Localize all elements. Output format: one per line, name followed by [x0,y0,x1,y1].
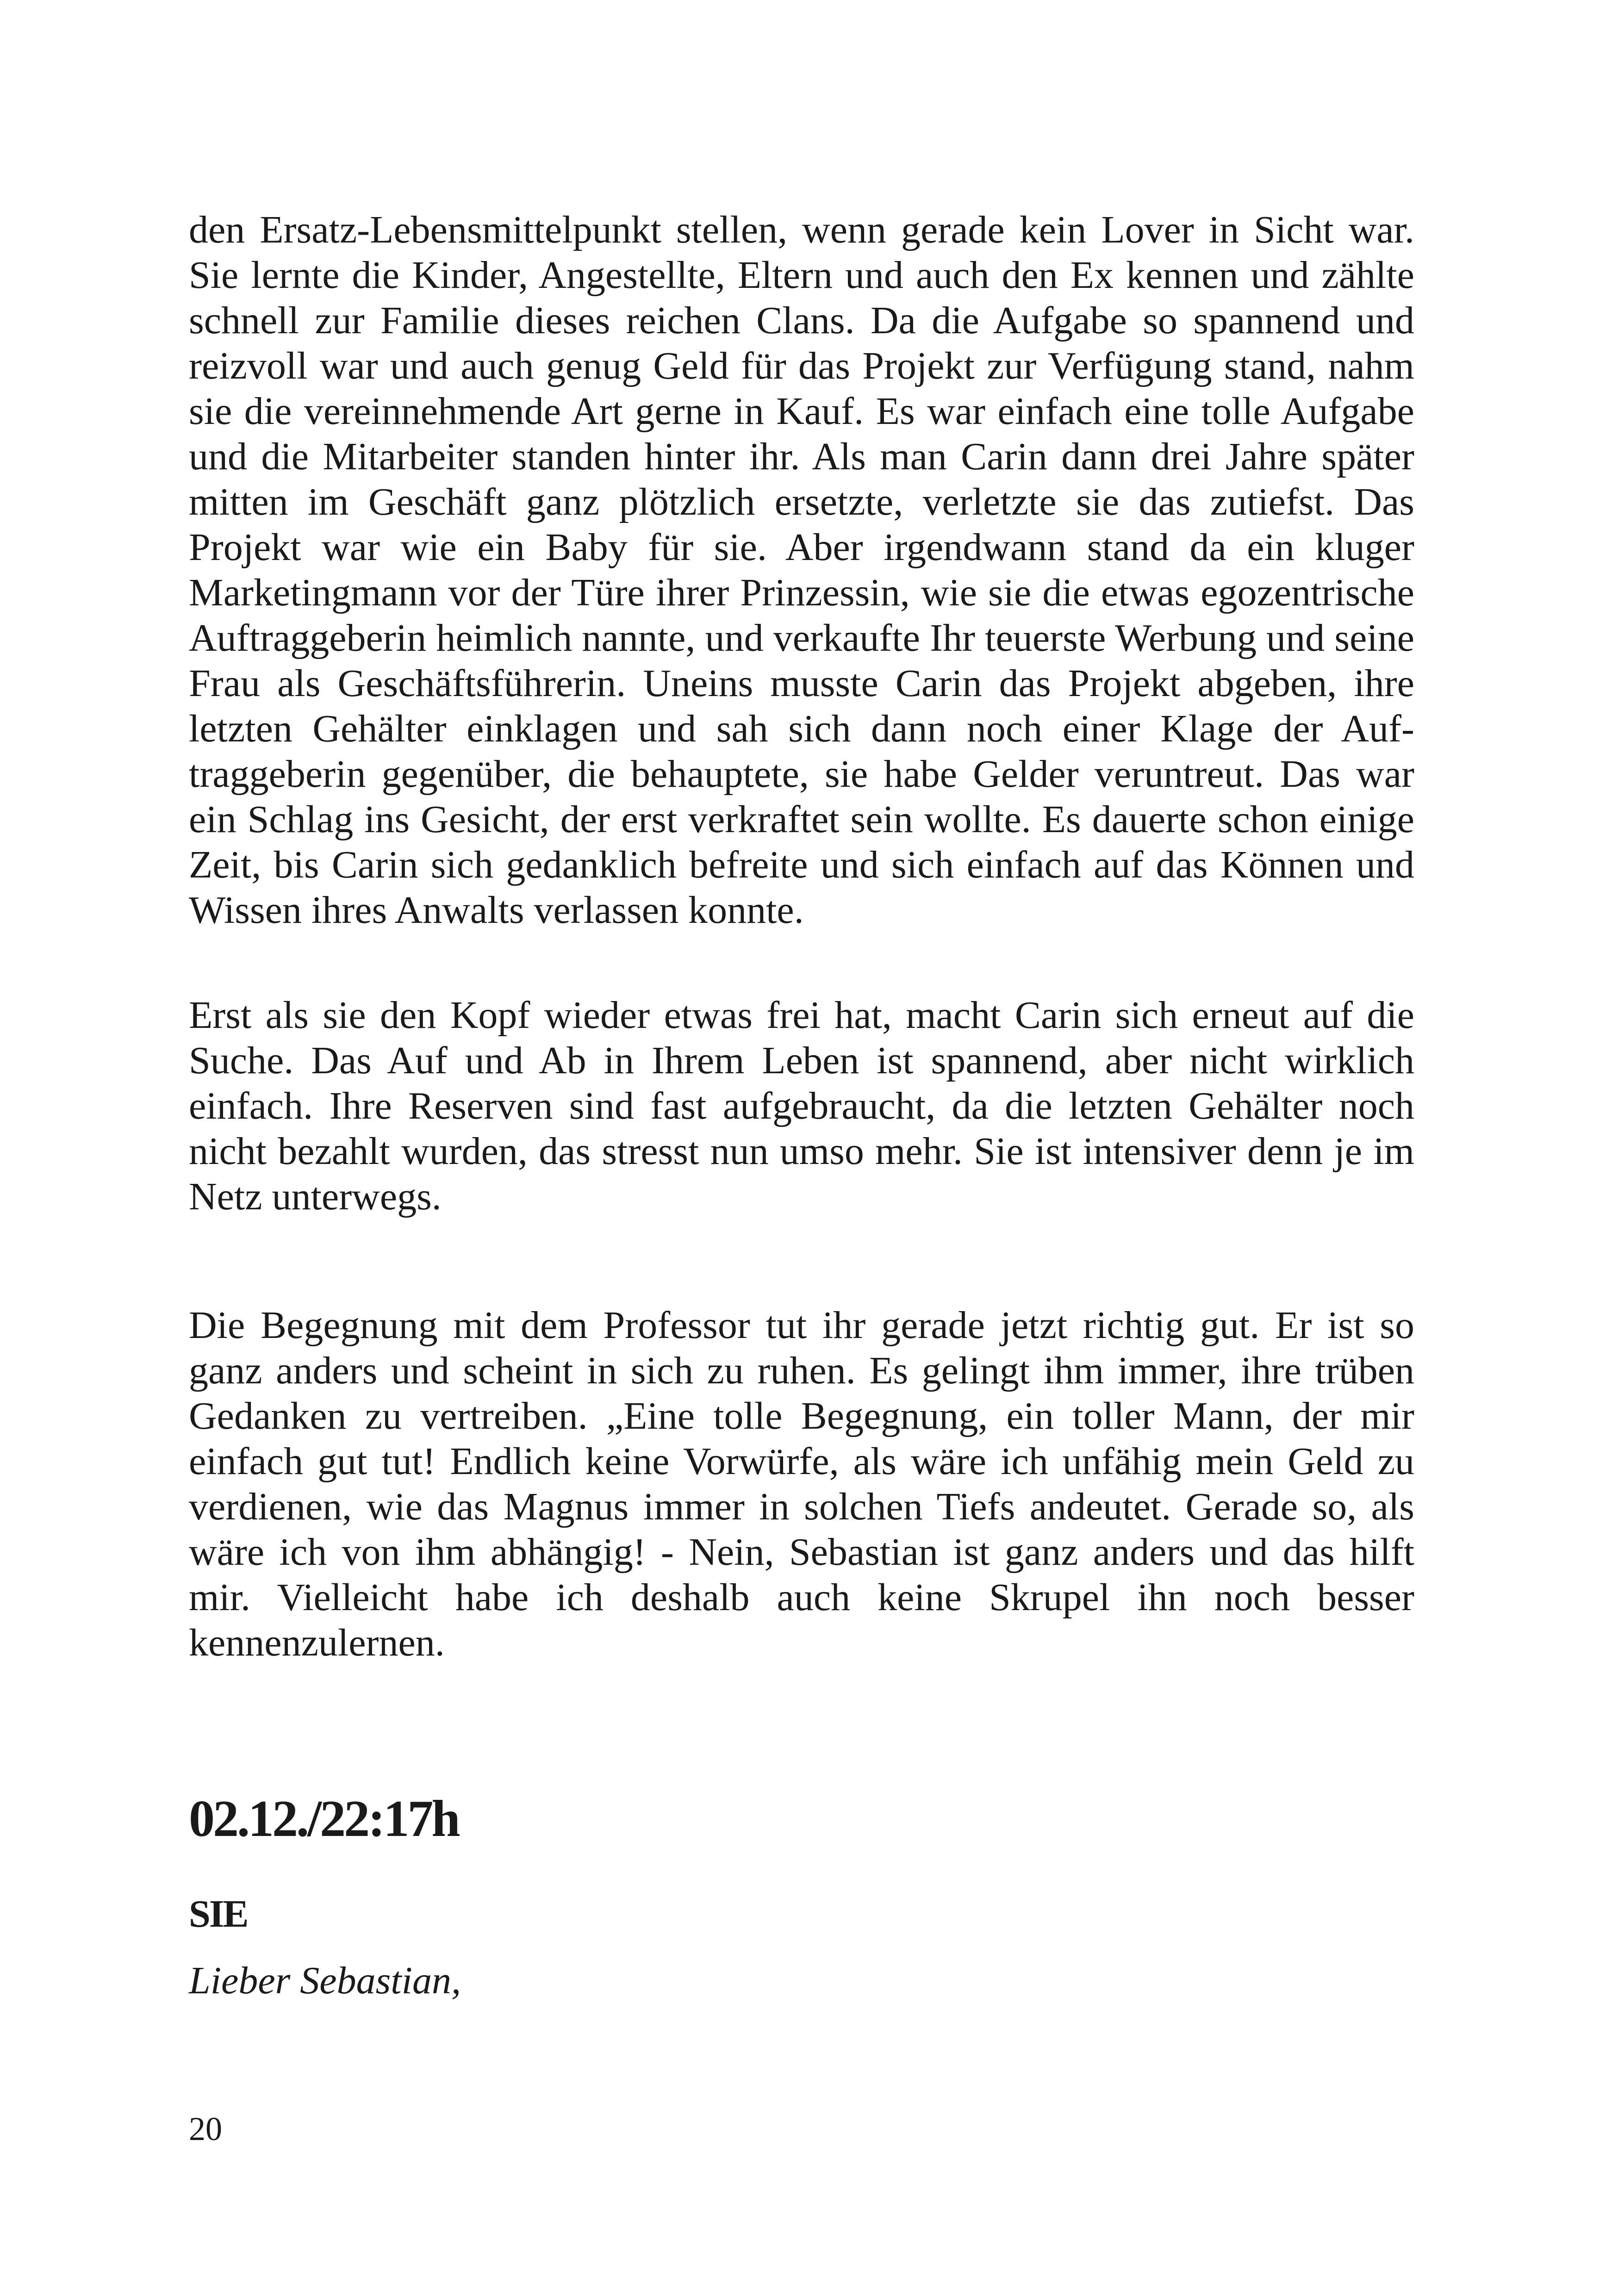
entry-speaker: SIE [189,1892,248,1935]
body-paragraph-1 [189,207,1414,933]
entry-timestamp: 02.12./22:17h [189,1790,459,1848]
letter-salutation: Lieber Sebastian, [189,1959,461,2002]
page-number: 20 [189,2110,222,2147]
paragraph-text: Die Begegnung mit dem Professor tut ihr gerade jetzt richtig gut. Er ist so ganz anders und scheint in sich zu ruhen. Es gelingt ihm immer, ihre trüben Gedanken zu vertreiben. „Eine tolle Begegnung, ein toller Mann, der mir einfach gut tut! Endlich keine Vorwürfe, als wäre ich unfähig mein Geld zu verdienen, wie das Magnus immer in solchen Tiefs andeutet. Gerade so, als wäre ich von ihm abhängig! - Nein, Sebastian ist ganz anders und das hilft mir. Vielleicht habe ich deshalb auch keine Skrupel ihn noch besser kennenzulernen. [189,1304,1414,1664]
paragraph-text: den Ersatz-Lebensmittelpunkt stellen, wenn gerade kein Lover in Sicht war. Sie lernte die Kinder, Angestellte, Eltern und auch den Ex kennen und zählte schnell zur Familie dieses reichen Clans. Da die Aufgabe so spannend und reizvoll war und auch genug Geld für das Projekt zur Verfügung stand, nahm sie die vereinnehmende Art gerne in Kauf. Es war einfach eine tolle Aufgabe und die Mitarbeiter standen hinter ihr. Als man Carin dann drei Jahre später mitten im Geschäft ganz plötzlich ersetzte, verletzte sie das zutiefst. Das Projekt war wie ein Baby für sie. Aber irgendwann stand da ein kluger Marketingmann vor der Türe ihrer Prinzessin, wie sie die etwas egozentrische Auftraggeberin heimlich nannte, und verkaufte Ihr teuerste Werbung und seine Frau als Geschäftsführerin. Uneins musste Carin das Projekt abgeben, ihre letzten Gehälter einklagen und sah sich dann noch einer Klage der Auftraggeberin gegenüber, die behauptete, sie habe Gelder veruntreut. Das war ein Schlag ins Gesicht, der erst verkraftet sein wollte. Es dauerte schon einige Zeit, bis Carin sich gedanklich befreite und sich einfach auf das Können und Wissen ihres Anwalts verlassen konnte. [189,208,1414,932]
paragraph-text: Erst als sie den Kopf wieder etwas frei hat, macht Carin sich erneut auf die Suche. Das Auf und Ab in Ihrem Leben ist spannend, aber nicht wirklich einfach. Ihre Reserven sind fast aufgebraucht, da die letzten Gehälter noch nicht bezahlt wurden, das stresst nun umso mehr. Sie ist intensiver denn je im Netz unterwegs. [189,994,1414,1218]
body-paragraph-3 [189,1303,1414,1666]
body-paragraph-2 [189,993,1414,1220]
